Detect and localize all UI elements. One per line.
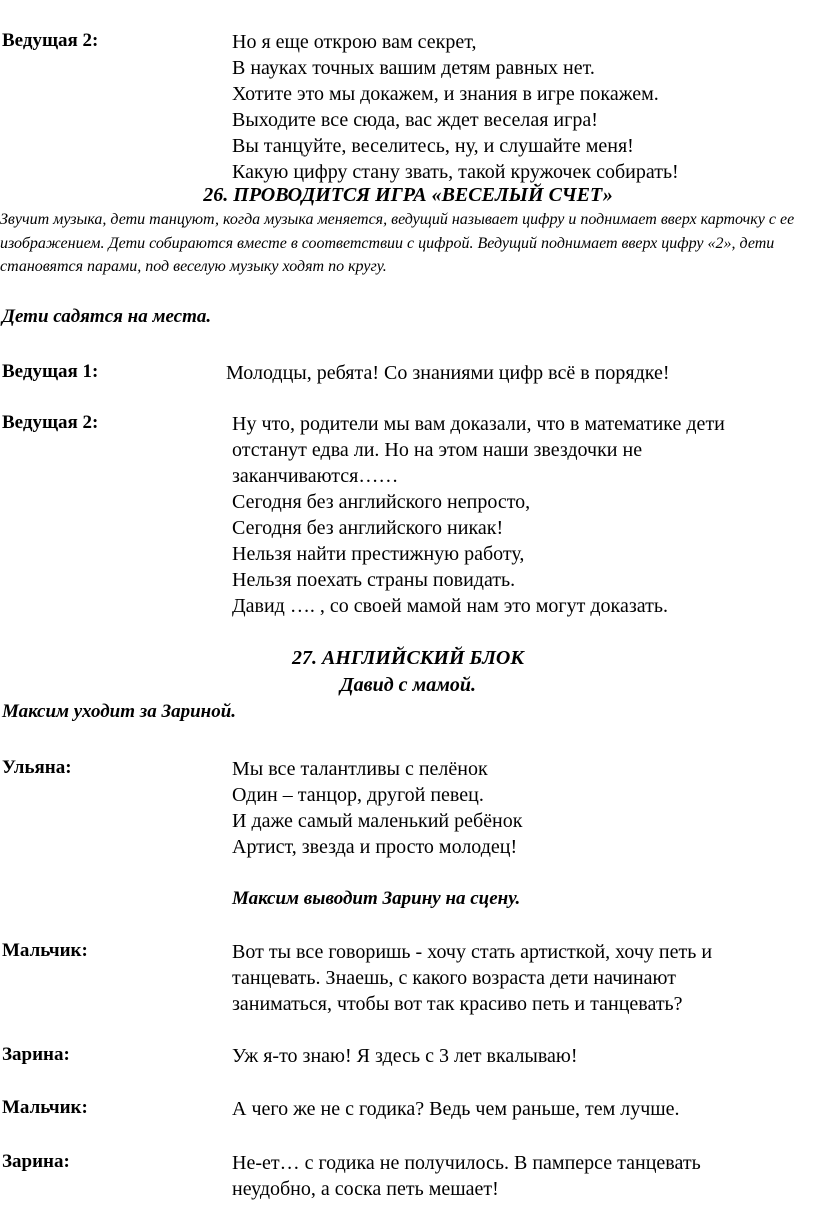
speaker-label: Ведущая 2: xyxy=(2,30,99,51)
speaker-label: Мальчик: xyxy=(2,940,88,961)
dialogue-line: Давид …. , со своей мамой нам это могут доказать. xyxy=(232,595,668,617)
dialogue-line: Вот ты все говоришь - хочу стать артисткой, хочу петь и xyxy=(232,941,713,963)
dialogue-line: Мы все талантливы с пелёнок xyxy=(232,758,488,780)
speaker-label: Мальчик: xyxy=(2,1097,88,1118)
speaker-label: Ведущая 1: xyxy=(2,361,99,382)
dialogue-line: отстанут едва ли. Но на этом наши звездочки не xyxy=(232,439,643,461)
speaker-label: Ведущая 2: xyxy=(2,412,99,433)
dialogue-line: Молодцы, ребята! Со знаниями цифр всё в порядке! xyxy=(226,362,670,384)
dialogue-line: заниматься, чтобы вот так красиво петь и танцевать? xyxy=(232,993,683,1015)
dialogue-line: Уж я-то знаю! Я здесь с 3 лет вкалываю! xyxy=(232,1045,578,1067)
stage-direction-bold: Максим уходит за Зариной. xyxy=(2,701,237,722)
dialogue-line: Но я еще открою вам секрет, xyxy=(232,31,477,53)
section-heading: 26. ПРОВОДИТСЯ ИГРА «ВЕСЕЛЫЙ СЧЕТ» xyxy=(203,184,613,206)
dialogue-line: Вы танцуйте, веселитесь, ну, и слушайте меня! xyxy=(232,135,634,157)
dialogue-line: Один – танцор, другой певец. xyxy=(232,784,484,806)
dialogue-line: В науках точных вашим детям равных нет. xyxy=(232,57,595,79)
speaker-label: Зарина: xyxy=(2,1044,70,1065)
dialogue-line: Выходите все сюда, вас ждет веселая игра! xyxy=(232,109,598,131)
dialogue-line: Сегодня без английского никак! xyxy=(232,517,504,539)
dialogue-line: А чего же не с годика? Ведь чем раньше, тем лучше. xyxy=(232,1098,680,1120)
dialogue-line: неудобно, а соска петь мешает! xyxy=(232,1178,499,1200)
stage-direction: Звучит музыка, дети танцуют, когда музыка меняется, ведущий называет цифру и поднимает вверх карточку с ее изображением. Дети собираются вместе в соответствии с цифрой. Ведущий поднимает вверх цифру «2», дети становятся парами, под веселую музыку ходят по кругу. xyxy=(0,211,795,275)
dialogue-line: И даже самый маленький ребёнок xyxy=(232,810,523,832)
dialogue-line: Не-ет… с годика не получилось. В памперсе танцевать xyxy=(232,1152,701,1174)
section-heading: 27. АНГЛИЙСКИЙ БЛОК xyxy=(292,647,524,669)
speaker-label: Зарина: xyxy=(2,1151,70,1172)
dialogue-line: танцевать. Знаешь, с какого возраста дети начинают xyxy=(232,967,676,989)
dialogue-line: Сегодня без английского непросто, xyxy=(232,491,531,513)
speaker-label: Ульяна: xyxy=(2,757,72,778)
section-subheading: Давид с мамой. xyxy=(339,674,477,696)
stage-direction-bold: Максим выводит Зарину на сцену. xyxy=(232,888,521,909)
dialogue-line: Нельзя поехать страны повидать. xyxy=(232,569,516,591)
dialogue-line: заканчиваются…… xyxy=(232,465,399,487)
dialogue-line: Какую цифру стану звать, такой кружочек собирать! xyxy=(232,161,679,183)
dialogue-line: Нельзя найти престижную работу, xyxy=(232,543,525,565)
dialogue-line: Ну что, родители мы вам доказали, что в математике дети xyxy=(232,413,725,435)
dialogue-line: Артист, звезда и просто молодец! xyxy=(232,836,518,858)
dialogue-line: Хотите это мы докажем, и знания в игре покажем. xyxy=(232,83,659,105)
stage-direction-bold: Дети садятся на места. xyxy=(2,306,212,327)
